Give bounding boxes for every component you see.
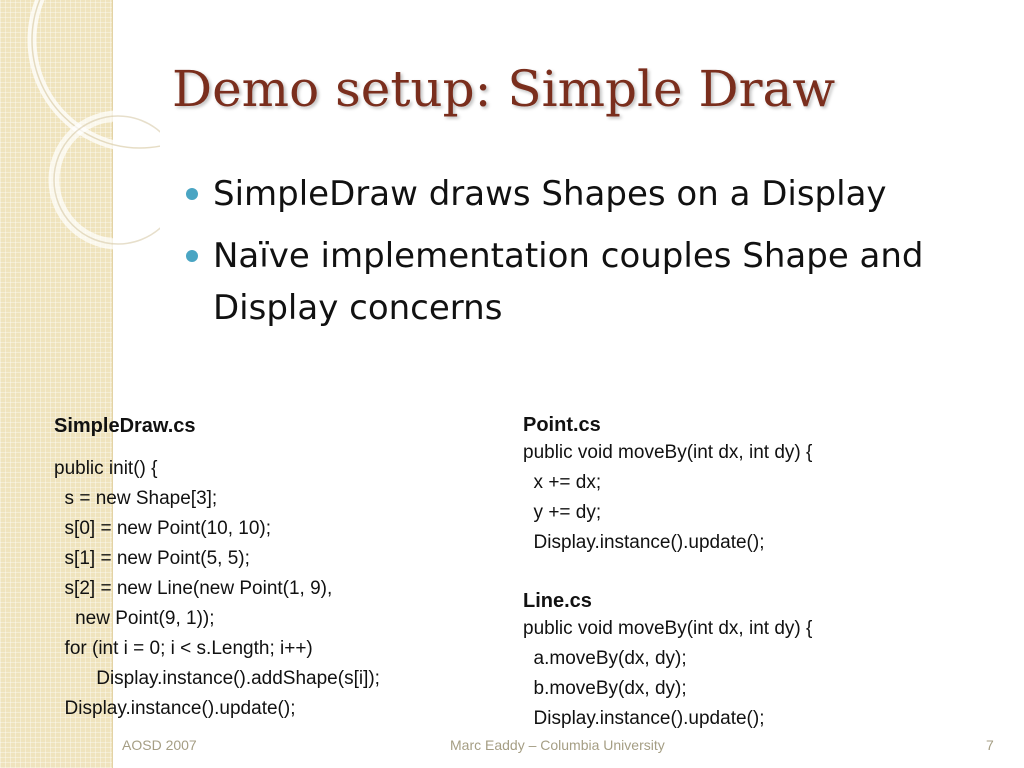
simpledraw-code-block [54,410,494,724]
bullet-list [186,168,1006,344]
code-line: public void moveBy(int dx, int dy) { [523,442,813,463]
code-line: s[1] = new Point(5, 5); [54,548,250,569]
code-line: y += dy; [523,502,602,523]
code-line: for (int i = 0; i < s.Length; i++) [54,638,313,659]
bullet-item [186,168,1006,220]
code-heading: Line.cs [523,590,592,612]
footer-conference: AOSD 2007 [122,737,197,753]
code-line: public void moveBy(int dx, int dy) { [523,618,813,639]
code-line: Display.instance().update(); [523,532,765,553]
code-line: public init() { [54,458,158,479]
code-line: Display.instance().addShape(s[i]); [54,668,380,689]
bullet-item [186,230,1006,334]
bullet-dot-icon [186,250,198,262]
bullet-text: SimpleDraw draws Shapes on a Display [213,174,887,214]
block-spacer [523,558,1003,588]
code-heading: Point.cs [523,414,601,436]
code-heading: SimpleDraw.cs [54,415,196,437]
bullet-dot-icon [186,188,198,200]
slide-title: Demo setup: Simple Draw [172,60,836,118]
code-line: Display.instance().update(); [54,698,296,719]
code-line: s = new Shape[3]; [54,488,218,509]
code-line: Display.instance().update(); [523,708,765,729]
slide-number: 7 [986,737,994,753]
bullet-text: Naïve implementation couples Shape and Display concerns [213,236,924,328]
footer-author: Marc Eaddy – Columbia University [450,737,665,753]
code-line: s[2] = new Line(new Point(1, 9), [54,578,333,599]
code-line: a.moveBy(dx, dy); [523,648,687,669]
code-line: new Point(9, 1)); [54,608,215,629]
code-line: x += dx; [523,472,602,493]
point-line-code-block [523,412,1003,734]
code-line: b.moveBy(dx, dy); [523,678,687,699]
code-line: s[0] = new Point(10, 10); [54,518,272,539]
